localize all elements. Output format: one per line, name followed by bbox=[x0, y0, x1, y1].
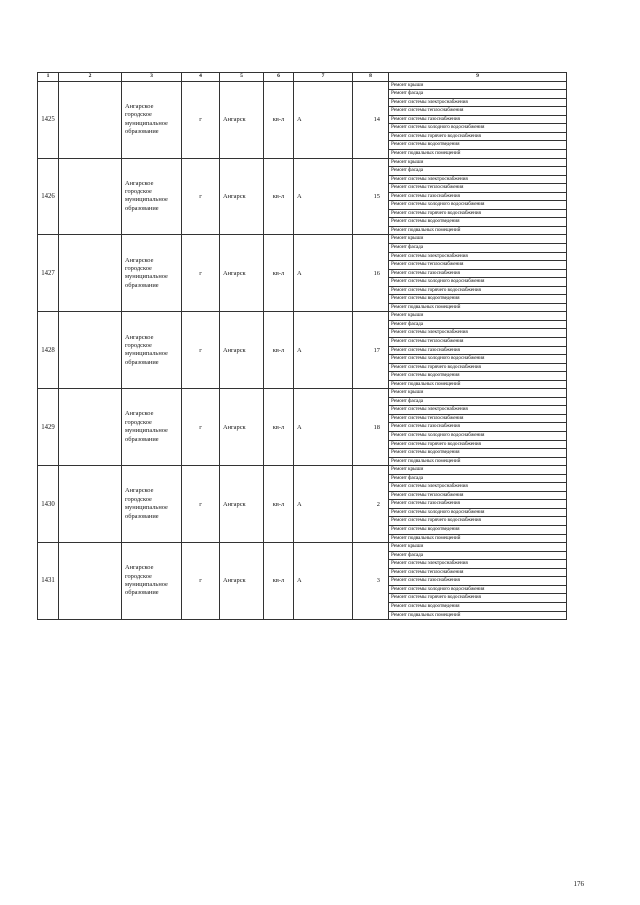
work-item: Ремонт системы теплоснабжения bbox=[389, 414, 567, 423]
work-item: Ремонт системы газоснабжения bbox=[389, 192, 567, 201]
municipality-name: Ангарское городское муниципальное образование bbox=[122, 543, 182, 620]
work-item: Ремонт системы теплоснабжения bbox=[389, 568, 567, 577]
work-item: Ремонт системы водоотведения bbox=[389, 218, 567, 227]
repair-program-table bbox=[37, 72, 567, 620]
work-item: Ремонт системы водоотведения bbox=[389, 449, 567, 458]
header-col-8: 8 bbox=[353, 73, 389, 82]
work-item: Ремонт системы холодного водоснабжения bbox=[389, 201, 567, 210]
work-item: Ремонт крыши bbox=[389, 235, 567, 244]
work-item: Ремонт системы горячего водоснабжения bbox=[389, 363, 567, 372]
work-item: Ремонт системы газоснабжения bbox=[389, 346, 567, 355]
street-name: А bbox=[294, 235, 353, 312]
header-col-2: 2 bbox=[59, 73, 122, 82]
municipality-name: Ангарское городское муниципальное образование bbox=[122, 235, 182, 312]
table-row bbox=[38, 543, 567, 552]
work-item: Ремонт системы водоотведения bbox=[389, 372, 567, 381]
work-item: Ремонт системы газоснабжения bbox=[389, 577, 567, 586]
work-item: Ремонт подвальных помещений bbox=[389, 303, 567, 312]
work-item: Ремонт подвальных помещений bbox=[389, 534, 567, 543]
work-item: Ремонт фасада bbox=[389, 551, 567, 560]
record-number: 1427 bbox=[38, 235, 59, 312]
work-item: Ремонт системы холодного водоснабжения bbox=[389, 355, 567, 364]
work-item: Ремонт системы горячего водоснабжения bbox=[389, 132, 567, 141]
record-number: 1430 bbox=[38, 466, 59, 543]
record-number: 1426 bbox=[38, 158, 59, 235]
street-type: кв-л bbox=[264, 235, 294, 312]
work-item: Ремонт системы электроснабжения bbox=[389, 560, 567, 569]
record-number: 1428 bbox=[38, 312, 59, 389]
work-item: Ремонт системы газоснабжения bbox=[389, 269, 567, 278]
settlement-name: Ангарск bbox=[220, 389, 264, 466]
work-item: Ремонт системы газоснабжения bbox=[389, 500, 567, 509]
work-item: Ремонт системы водоотведения bbox=[389, 526, 567, 535]
work-item: Ремонт системы холодного водоснабжения bbox=[389, 278, 567, 287]
header-col-6: 6 bbox=[264, 73, 294, 82]
house-number: 17 bbox=[353, 312, 389, 389]
work-item: Ремонт системы электроснабжения bbox=[389, 483, 567, 492]
work-item: Ремонт системы горячего водоснабжения bbox=[389, 209, 567, 218]
settlement-type: г bbox=[182, 81, 220, 158]
work-item: Ремонт системы теплоснабжения bbox=[389, 338, 567, 347]
record-number: 1429 bbox=[38, 389, 59, 466]
house-number: 18 bbox=[353, 389, 389, 466]
street-type: кв-л bbox=[264, 543, 294, 620]
work-item: Ремонт фасада bbox=[389, 474, 567, 483]
work-item: Ремонт подвальных помещений bbox=[389, 611, 567, 620]
page-number: 176 bbox=[573, 880, 584, 888]
work-item: Ремонт системы холодного водоснабжения bbox=[389, 432, 567, 441]
street-name: А bbox=[294, 389, 353, 466]
municipality-name: Ангарское городское муниципальное образование bbox=[122, 81, 182, 158]
work-item: Ремонт крыши bbox=[389, 312, 567, 321]
work-item: Ремонт подвальных помещений bbox=[389, 457, 567, 466]
settlement-name: Ангарск bbox=[220, 158, 264, 235]
empty-cell bbox=[59, 466, 122, 543]
work-item: Ремонт крыши bbox=[389, 158, 567, 167]
work-item: Ремонт системы горячего водоснабжения bbox=[389, 517, 567, 526]
house-number: 16 bbox=[353, 235, 389, 312]
street-type: кв-л bbox=[264, 466, 294, 543]
work-item: Ремонт крыши bbox=[389, 466, 567, 475]
street-type: кв-л bbox=[264, 81, 294, 158]
table-row bbox=[38, 466, 567, 475]
street-name: А bbox=[294, 543, 353, 620]
work-item: Ремонт фасада bbox=[389, 320, 567, 329]
work-item: Ремонт крыши bbox=[389, 389, 567, 398]
work-item: Ремонт фасада bbox=[389, 90, 567, 99]
house-number: 14 bbox=[353, 81, 389, 158]
settlement-name: Ангарск bbox=[220, 81, 264, 158]
work-item: Ремонт системы горячего водоснабжения bbox=[389, 440, 567, 449]
record-number: 1431 bbox=[38, 543, 59, 620]
work-item: Ремонт системы газоснабжения bbox=[389, 423, 567, 432]
municipality-name: Ангарское городское муниципальное образование bbox=[122, 158, 182, 235]
work-item: Ремонт системы теплоснабжения bbox=[389, 184, 567, 193]
settlement-name: Ангарск bbox=[220, 235, 264, 312]
work-item: Ремонт системы водоотведения bbox=[389, 602, 567, 611]
header-col-3: 3 bbox=[122, 73, 182, 82]
street-type: кв-л bbox=[264, 389, 294, 466]
header-col-5: 5 bbox=[220, 73, 264, 82]
work-item: Ремонт системы газоснабжения bbox=[389, 115, 567, 124]
work-item: Ремонт системы водоотведения bbox=[389, 295, 567, 304]
work-item: Ремонт системы электроснабжения bbox=[389, 175, 567, 184]
table-row bbox=[38, 235, 567, 244]
header-col-7: 7 bbox=[294, 73, 353, 82]
work-item: Ремонт системы электроснабжения bbox=[389, 252, 567, 261]
work-item: Ремонт системы электроснабжения bbox=[389, 329, 567, 338]
header-col-4: 4 bbox=[182, 73, 220, 82]
work-item: Ремонт фасада bbox=[389, 397, 567, 406]
settlement-type: г bbox=[182, 543, 220, 620]
empty-cell bbox=[59, 158, 122, 235]
work-item: Ремонт подвальных помещений bbox=[389, 149, 567, 158]
table-row bbox=[38, 158, 567, 167]
street-name: А bbox=[294, 466, 353, 543]
work-item: Ремонт системы теплоснабжения bbox=[389, 107, 567, 116]
street-name: А bbox=[294, 158, 353, 235]
work-item: Ремонт фасада bbox=[389, 243, 567, 252]
work-item: Ремонт системы теплоснабжения bbox=[389, 491, 567, 500]
work-item: Ремонт крыши bbox=[389, 543, 567, 552]
street-name: А bbox=[294, 81, 353, 158]
municipality-name: Ангарское городское муниципальное образование bbox=[122, 312, 182, 389]
empty-cell bbox=[59, 389, 122, 466]
street-name: А bbox=[294, 312, 353, 389]
table-row bbox=[38, 389, 567, 398]
empty-cell bbox=[59, 81, 122, 158]
empty-cell bbox=[59, 235, 122, 312]
work-item: Ремонт системы холодного водоснабжения bbox=[389, 508, 567, 517]
settlement-type: г bbox=[182, 466, 220, 543]
work-item: Ремонт системы теплоснабжения bbox=[389, 261, 567, 270]
empty-cell bbox=[59, 312, 122, 389]
settlement-name: Ангарск bbox=[220, 466, 264, 543]
street-type: кв-л bbox=[264, 312, 294, 389]
settlement-type: г bbox=[182, 158, 220, 235]
table-row bbox=[38, 81, 567, 90]
work-item: Ремонт системы холодного водоснабжения bbox=[389, 124, 567, 133]
table-row bbox=[38, 312, 567, 321]
work-item: Ремонт системы холодного водоснабжения bbox=[389, 585, 567, 594]
header-col-9: 9 bbox=[389, 73, 567, 82]
house-number: 2 bbox=[353, 466, 389, 543]
municipality-name: Ангарское городское муниципальное образование bbox=[122, 389, 182, 466]
settlement-type: г bbox=[182, 389, 220, 466]
settlement-name: Ангарск bbox=[220, 543, 264, 620]
house-number: 15 bbox=[353, 158, 389, 235]
work-item: Ремонт системы водоотведения bbox=[389, 141, 567, 150]
work-item: Ремонт системы горячего водоснабжения bbox=[389, 286, 567, 295]
municipality-name: Ангарское городское муниципальное образование bbox=[122, 466, 182, 543]
settlement-type: г bbox=[182, 312, 220, 389]
work-item: Ремонт подвальных помещений bbox=[389, 226, 567, 235]
settlement-name: Ангарск bbox=[220, 312, 264, 389]
work-item: Ремонт крыши bbox=[389, 81, 567, 90]
street-type: кв-л bbox=[264, 158, 294, 235]
house-number: 3 bbox=[353, 543, 389, 620]
empty-cell bbox=[59, 543, 122, 620]
work-item: Ремонт системы электроснабжения bbox=[389, 98, 567, 107]
header-col-1: 1 bbox=[38, 73, 59, 82]
work-item: Ремонт подвальных помещений bbox=[389, 380, 567, 389]
work-item: Ремонт системы горячего водоснабжения bbox=[389, 594, 567, 603]
work-item: Ремонт фасада bbox=[389, 167, 567, 176]
table-body bbox=[38, 81, 567, 619]
settlement-type: г bbox=[182, 235, 220, 312]
work-item: Ремонт системы электроснабжения bbox=[389, 406, 567, 415]
header-row bbox=[38, 73, 567, 82]
record-number: 1425 bbox=[38, 81, 59, 158]
